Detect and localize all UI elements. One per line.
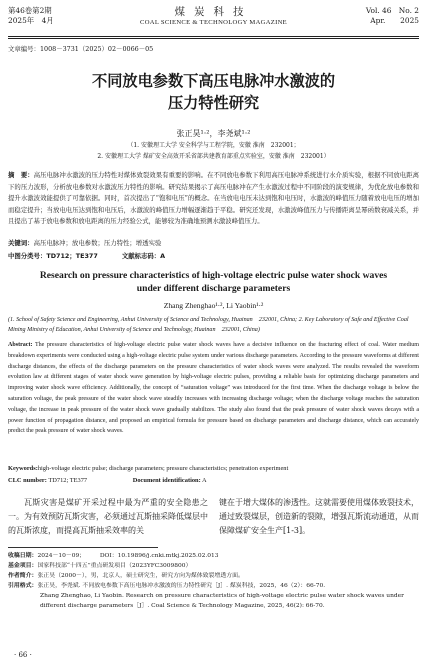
title-en (14, 269, 413, 295)
authors-en: Zhang Zhenghao¹·², Li Yaobin¹·² (163, 301, 264, 310)
footnote-citation-cn: 引用格式：张正昊，李尧斌. 不同放电参数下高压电脉冲水激波的压力特性研究［J］. 煤炭科技，2025，46（2）：66-70. (8, 583, 326, 589)
article-number: 文章编号：1008－3731（2025）02－0066－05 (8, 45, 154, 53)
classification-en (8, 476, 419, 486)
footnote-rule (8, 547, 158, 548)
body-column-left: 瓦斯灾害是煤矿开采过程中最为严重的安全隐患之一。为有效预防瓦斯灾害，必须通过瓦斯抽采降低煤层中的瓦斯浓度，而提高瓦斯抽采效率的关 (8, 498, 208, 535)
header-volume-cn: 第46卷第2期 (8, 6, 52, 15)
affiliation-cn-1: （1. 安徽理工大学 安全科学与工程学院，安徽 淮南 232001； (127, 142, 300, 149)
abstract-cn-text: 高压电脉冲水激波的压力特性对煤体致裂效果有重要的影响。在不同放电参数下利用高压电脉冲系统进行水介质实验，根据不同放电距离下的压力波形，分析放电参数对水激波压力特性的影响。研究结果揭示了高压电脉冲在产生水激波过程中不同阶段的演变规律，为优化放电参数和提升水激波效能提供了可靠依据。同时，首次提出了“饱和电压”的概念。在当放电电压未达到饱和电压时，水激波的峰值压力随着放电电压的增加而稳定提升；当放电电压达到饱和电压后，水激波的峰值压力增幅逐渐趋于平稳。研究还发现，水激波峰值压力与传播距离呈幂函数衰减关系，并且提出了基于放电参数和放电距离的压力经验公式，能够较为准确地预测水激波峰值压力。 (8, 171, 420, 226)
keywords-en (8, 464, 419, 474)
abstract-en-label: Abstract: (8, 342, 33, 348)
clc-en-value: TD712; TE377 (48, 477, 88, 484)
clc-cn: 中图分类号：TD712；TE377 (8, 252, 98, 260)
doc-id-label: Document identification: (132, 477, 201, 484)
page-number: · 66 · (14, 651, 32, 659)
doc-code-cn: 文献标志码：A (121, 252, 166, 260)
title-en-line1: Research on pressure characteristics of high-voltage electric pulse water shock waves (39, 270, 388, 281)
header-journal (8, 6, 419, 27)
abstract-en (8, 340, 419, 437)
keywords-cn-label: 关键词： (8, 239, 34, 247)
title-cn-line1: 不同放电参数下高压电脉冲水激波的 (92, 72, 335, 90)
keywords-cn-text: 高压电脉冲；放电参数；压力特性；增透实验 (33, 239, 162, 247)
affiliations-cn (0, 141, 427, 162)
abstract-en-text: The pressure characteristics of high-voltage electric pulse water shock waves have a decisive influence on the fracturing effect of coal. Water medium breakdown experiments were conducted using a high-voltage electric pulse system under various discharge parameters. According to the pressure waveforms at different discharge distances, the effects of the discharge parameters on the pressure characteristics of water shock waves were analyzed. The results revealed the waveform evolution law at different stages of water shock wave generation by high-voltage electric pulses, providing a reliable basis for optimizing discharge parameters and improving water shock wave efficiency. Additionally, the concept of “saturation voltage” was introduced for the first time. When the discharge voltage is below the saturation voltage, the peak pressure of the water shock wave steadily increases with increasing discharge voltage; when the discharge voltage reaches the saturation voltage, the increase in peak pressure of the water shock wave gradually stabilizes. The study also found that the peak pressure of water shock waves decays with a power function of propagation distance, and proposed an empirical formula for pressure based on discharge parameters and discharge distance, which can accurately predict the peak pressure of water shock waves. (8, 342, 420, 435)
header-volume-en: Vol. 46 No. 2 (365, 6, 419, 15)
keywords-en-label: Keywords: (8, 465, 38, 472)
keywords-cn (8, 238, 419, 249)
header-rule (8, 36, 419, 39)
abstract-cn (8, 170, 419, 228)
doc-id-value: A (201, 477, 207, 484)
title-cn (0, 70, 427, 114)
authors-cn: 张正昊¹·²，李尧斌¹·² (176, 129, 251, 138)
journal-name-en: COAL SCIENCE & TECHNOLOGY MAGAZINE (140, 19, 287, 26)
footnote-citation-en: Zhang Zhenghao, Li Yaobin. Research on pressure characteristics of high-voltage electric pulse water shock waves under different discharge parameters［J］. Coal Science & Technology Magazine, 2025, 46(2): 66-70. (40, 593, 404, 609)
body-column-right: 键在于增大煤体的渗透性。这就需要使用煤体致裂技术，通过致裂煤层，创造新的裂隙，增强瓦斯流动通道，从而保障煤矿安全生产[1-3]。 (219, 498, 419, 535)
header-right (366, 6, 419, 26)
running-header (8, 6, 419, 36)
footnote-funding: 基金项目：国家科技部“十四五”重点研发项目（2023YFC3009800） (8, 563, 192, 569)
clc-en-label: CLC number: (8, 477, 47, 484)
abstract-cn-label: 摘 要： (8, 171, 34, 179)
footnotes (8, 551, 419, 611)
journal-name-cn: 煤炭科技 (174, 6, 253, 18)
affiliation-cn-2: 2. 安徽理工大学 煤矿安全高效开采省部共建教育部重点实验室，安徽 淮南 232001） (97, 152, 330, 160)
title-en-line2: under different discharge parameters (136, 283, 291, 294)
header-date-en: Apr. 2025 (370, 16, 419, 25)
header-date-cn: 2025年 4月 (8, 16, 54, 25)
footnote-author-bio: 作者简介：张正昊（2000－），男，北京人，硕士研究生，研究方向为煤体致裂增透方面。 (8, 573, 244, 579)
footnote-received: 收稿日期：2024－10－09； DOI：10.19896/j.cnki.mtkj.2025.02.013 (8, 553, 219, 559)
affiliations-en: (1. School of Safety Science and Engineering, Anhui University of Science and Technology, Huainan 232001, China; 2. Key Laboratory of Safe and Effective Coal Mining Ministry of Education, Anhui University of Science and Technology, Huainan 232001, China) (8, 317, 409, 334)
title-cn-line2: 压力特性研究 (167, 94, 260, 112)
keywords-en-text: high-voltage electric pulse; discharge parameters; pressure characteristics; penetration experiment (37, 465, 289, 472)
classification-cn (8, 251, 419, 262)
